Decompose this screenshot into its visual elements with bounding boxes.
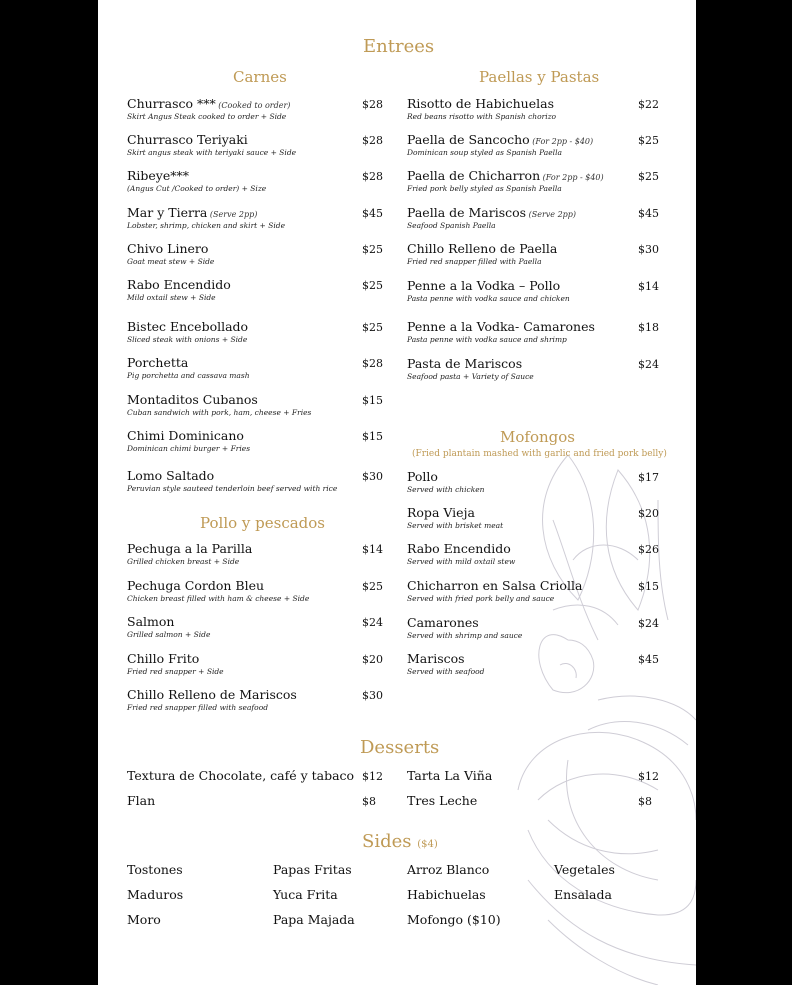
carnes-item-desc: Cuban sandwich with pork, ham, cheese + Fries bbox=[127, 408, 312, 417]
carnes-item-name: Montaditos Cubanos bbox=[127, 392, 258, 407]
carnes-item-desc: (Angus Cut /Cooked to order) + Size bbox=[127, 184, 267, 193]
side-item: Papas Fritas bbox=[273, 862, 352, 877]
paellas-item-note: (For 2pp - $40) bbox=[529, 137, 594, 146]
dessert-item-price: $12 bbox=[638, 770, 659, 783]
mofongos-item-name: Rabo Encendido bbox=[407, 541, 511, 556]
carnes-item-price: $45 bbox=[362, 207, 383, 220]
mofongos-item-price: $20 bbox=[638, 507, 659, 520]
carnes-item-desc: Dominican chimi burger + Fries bbox=[127, 444, 251, 453]
mofongos-item-name: Ropa Vieja bbox=[407, 505, 475, 520]
paellas-item-desc: Seafood Spanish Paella bbox=[407, 221, 496, 230]
carnes-item-desc: Peruvian style sauteed tenderloin beef served with rice bbox=[127, 484, 338, 493]
pollo-item-price: $20 bbox=[362, 653, 383, 666]
entrees-title: Entrees bbox=[363, 36, 435, 57]
paellas-item-name: Paella de Sancocho (For 2pp - $40) bbox=[407, 132, 594, 147]
mofongos-item-desc: Served with brisket meat bbox=[407, 521, 504, 530]
paellas-item-price: $24 bbox=[638, 358, 659, 371]
carnes-item-name: Ribeye*** bbox=[127, 168, 190, 183]
mofongos-item-desc: Served with seafood bbox=[407, 667, 485, 676]
carnes-item-price: $25 bbox=[362, 279, 383, 292]
carnes-item-desc: Mild oxtail stew + Side bbox=[127, 293, 216, 302]
paellas-item-price: $30 bbox=[638, 243, 659, 256]
dessert-item-name: Flan bbox=[127, 793, 156, 808]
carnes-item-desc: Lobster, shrimp, chicken and skirt + Side bbox=[127, 221, 286, 230]
paellas-item-name: Chillo Relleno de Paella bbox=[407, 241, 558, 256]
carnes-item-name: Churrasco Teriyaki bbox=[127, 132, 248, 147]
mofongos-item-price: $24 bbox=[638, 617, 659, 630]
dessert-item-price: $12 bbox=[362, 770, 383, 783]
paellas-item-desc: Fried pork belly styled as Spanish Paella bbox=[407, 184, 562, 193]
pollo-item-name: Pechuga a la Parilla bbox=[127, 541, 253, 556]
paellas-item-note: (For 2pp - $40) bbox=[540, 173, 604, 182]
mofongos-subtitle: (Fried plantain mashed with garlic and fried pork belly) bbox=[412, 449, 667, 459]
carnes-item-name: Churrasco *** (Cooked to order) bbox=[127, 96, 291, 111]
carnes-item-price: $15 bbox=[362, 430, 383, 443]
paellas-item-price: $18 bbox=[638, 321, 659, 334]
carnes-item-price: $28 bbox=[362, 134, 383, 147]
carnes-item-note: (Cooked to order) bbox=[215, 101, 291, 110]
pollo-item-name: Pechuga Cordon Bleu bbox=[127, 578, 265, 593]
side-item: Mofongo ($10) bbox=[407, 912, 501, 927]
paellas-title: Paellas y Pastas bbox=[479, 68, 600, 86]
paellas-item-desc: Red beans risotto with Spanish chorizo bbox=[407, 112, 557, 121]
paellas-item-desc: Seafood pasta + Variety of Sauce bbox=[407, 372, 534, 381]
carnes-item-price: $28 bbox=[362, 170, 383, 183]
carnes-item-desc: Sliced steak with onions + Side bbox=[127, 335, 248, 344]
carnes-item-name: Rabo Encendido bbox=[127, 277, 231, 292]
paellas-item-name: Penne a la Vodka- Camarones bbox=[407, 319, 595, 334]
carnes-item-desc: Skirt Angus Steak cooked to order + Side bbox=[127, 112, 287, 121]
mofongos-item-name: Camarones bbox=[407, 615, 479, 630]
mofongos-item-name: Mariscos bbox=[407, 651, 465, 666]
side-item: Tostones bbox=[127, 862, 183, 877]
carnes-item-name: Chivo Linero bbox=[127, 241, 209, 256]
menu-page bbox=[98, 0, 696, 985]
carnes-item-price: $28 bbox=[362, 98, 383, 111]
paellas-item-name: Risotto de Habichuelas bbox=[407, 96, 554, 111]
sides-price: ($4) bbox=[417, 839, 438, 850]
mofongos-item-name: Chicharron en Salsa Criolla bbox=[407, 578, 583, 593]
mofongos-item-desc: Served with mild oxtail stew bbox=[407, 557, 516, 566]
carnes-item-price: $28 bbox=[362, 357, 383, 370]
paellas-item-price: $25 bbox=[638, 134, 659, 147]
sides-title-text: Sides bbox=[362, 831, 412, 852]
carnes-item-price: $15 bbox=[362, 394, 383, 407]
pollo-item-price: $24 bbox=[362, 616, 383, 629]
paellas-item-desc: Dominican soup styled as Spanish Paella bbox=[407, 148, 562, 157]
carnes-item-desc: Goat meat stew + Side bbox=[127, 257, 215, 266]
mofongos-item-price: $45 bbox=[638, 653, 659, 666]
paellas-item-price: $14 bbox=[638, 280, 659, 293]
pollo-item-desc: Fried red snapper filled with seafood bbox=[127, 703, 269, 712]
carnes-item-name: Chimi Dominicano bbox=[127, 428, 244, 443]
paellas-item-desc: Pasta penne with vodka sauce and chicken bbox=[407, 294, 570, 303]
dessert-item-name: Tarta La Viña bbox=[407, 768, 493, 783]
mofongos-item-price: $15 bbox=[638, 580, 659, 593]
carnes-item-name: Bistec Encebollado bbox=[127, 319, 249, 334]
carnes-item-desc: Skirt angus steak with teriyaki sauce + Side bbox=[127, 148, 297, 157]
mofongos-title: Mofongos bbox=[500, 428, 575, 446]
side-item: Vegetales bbox=[554, 862, 615, 877]
mofongos-item-desc: Served with fried pork belly and sauce bbox=[407, 594, 555, 603]
pollo-item-desc: Fried red snapper + Side bbox=[127, 667, 224, 676]
pollo-item-name: Chillo Frito bbox=[127, 651, 200, 666]
carnes-title: Carnes bbox=[233, 68, 287, 86]
carnes-item-name: Lomo Saltado bbox=[127, 468, 215, 483]
side-item: Habichuelas bbox=[407, 887, 486, 902]
pollo-item-desc: Grilled salmon + Side bbox=[127, 630, 211, 639]
paellas-item-name: Paella de Mariscos (Serve 2pp) bbox=[407, 205, 577, 220]
paellas-item-desc: Fried red snapper filled with Paella bbox=[407, 257, 542, 266]
paellas-item-desc: Pasta penne with vodka sauce and shrimp bbox=[407, 335, 567, 344]
dessert-item-price: $8 bbox=[638, 795, 652, 808]
mofongos-item-desc: Served with shrimp and sauce bbox=[407, 631, 523, 640]
carnes-item-price: $25 bbox=[362, 243, 383, 256]
side-item: Moro bbox=[127, 912, 161, 927]
carnes-item-name: Mar y Tierra (Serve 2pp) bbox=[127, 205, 258, 220]
pollo-item-desc: Grilled chicken breast + Side bbox=[127, 557, 240, 566]
mofongos-item-price: $17 bbox=[638, 471, 659, 484]
paellas-item-price: $25 bbox=[638, 170, 659, 183]
pollo-item-name: Salmon bbox=[127, 614, 175, 629]
pollo-item-price: $30 bbox=[362, 689, 383, 702]
dessert-item-price: $8 bbox=[362, 795, 376, 808]
paellas-item-name: Pasta de Mariscos bbox=[407, 356, 523, 371]
mofongos-item-name: Pollo bbox=[407, 469, 438, 484]
sides-title bbox=[362, 831, 438, 852]
side-item: Ensalada bbox=[554, 887, 612, 902]
pollo-item-name: Chillo Relleno de Mariscos bbox=[127, 687, 297, 702]
pollo-title: Pollo y pescados bbox=[200, 514, 326, 532]
mofongos-item-price: $26 bbox=[638, 543, 659, 556]
side-item: Yuca Frita bbox=[273, 887, 338, 902]
paellas-item-name: Paella de Chicharron (For 2pp - $40) bbox=[407, 168, 604, 183]
paellas-item-note: (Serve 2pp) bbox=[526, 210, 577, 219]
side-item: Papa Majada bbox=[273, 912, 355, 927]
carnes-item-price: $30 bbox=[362, 470, 383, 483]
paellas-item-name: Penne a la Vodka – Pollo bbox=[407, 278, 561, 293]
carnes-item-price: $25 bbox=[362, 321, 383, 334]
side-item: Maduros bbox=[127, 887, 184, 902]
paellas-item-price: $45 bbox=[638, 207, 659, 220]
paellas-item-price: $22 bbox=[638, 98, 659, 111]
mofongos-item-desc: Served with chicken bbox=[407, 485, 485, 494]
pollo-item-price: $14 bbox=[362, 543, 383, 556]
carnes-item-desc: Pig porchetta and cassava mash bbox=[127, 371, 250, 380]
pollo-item-price: $25 bbox=[362, 580, 383, 593]
desserts-title: Desserts bbox=[360, 737, 440, 758]
dessert-item-name: Textura de Chocolate, café y tabaco bbox=[127, 768, 355, 783]
pollo-item-desc: Chicken breast filled with ham & cheese + Side bbox=[127, 594, 310, 603]
dessert-item-name: Tres Leche bbox=[407, 793, 478, 808]
carnes-item-note: (Serve 2pp) bbox=[207, 210, 258, 219]
carnes-item-name: Porchetta bbox=[127, 355, 189, 370]
side-item: Arroz Blanco bbox=[407, 862, 490, 877]
